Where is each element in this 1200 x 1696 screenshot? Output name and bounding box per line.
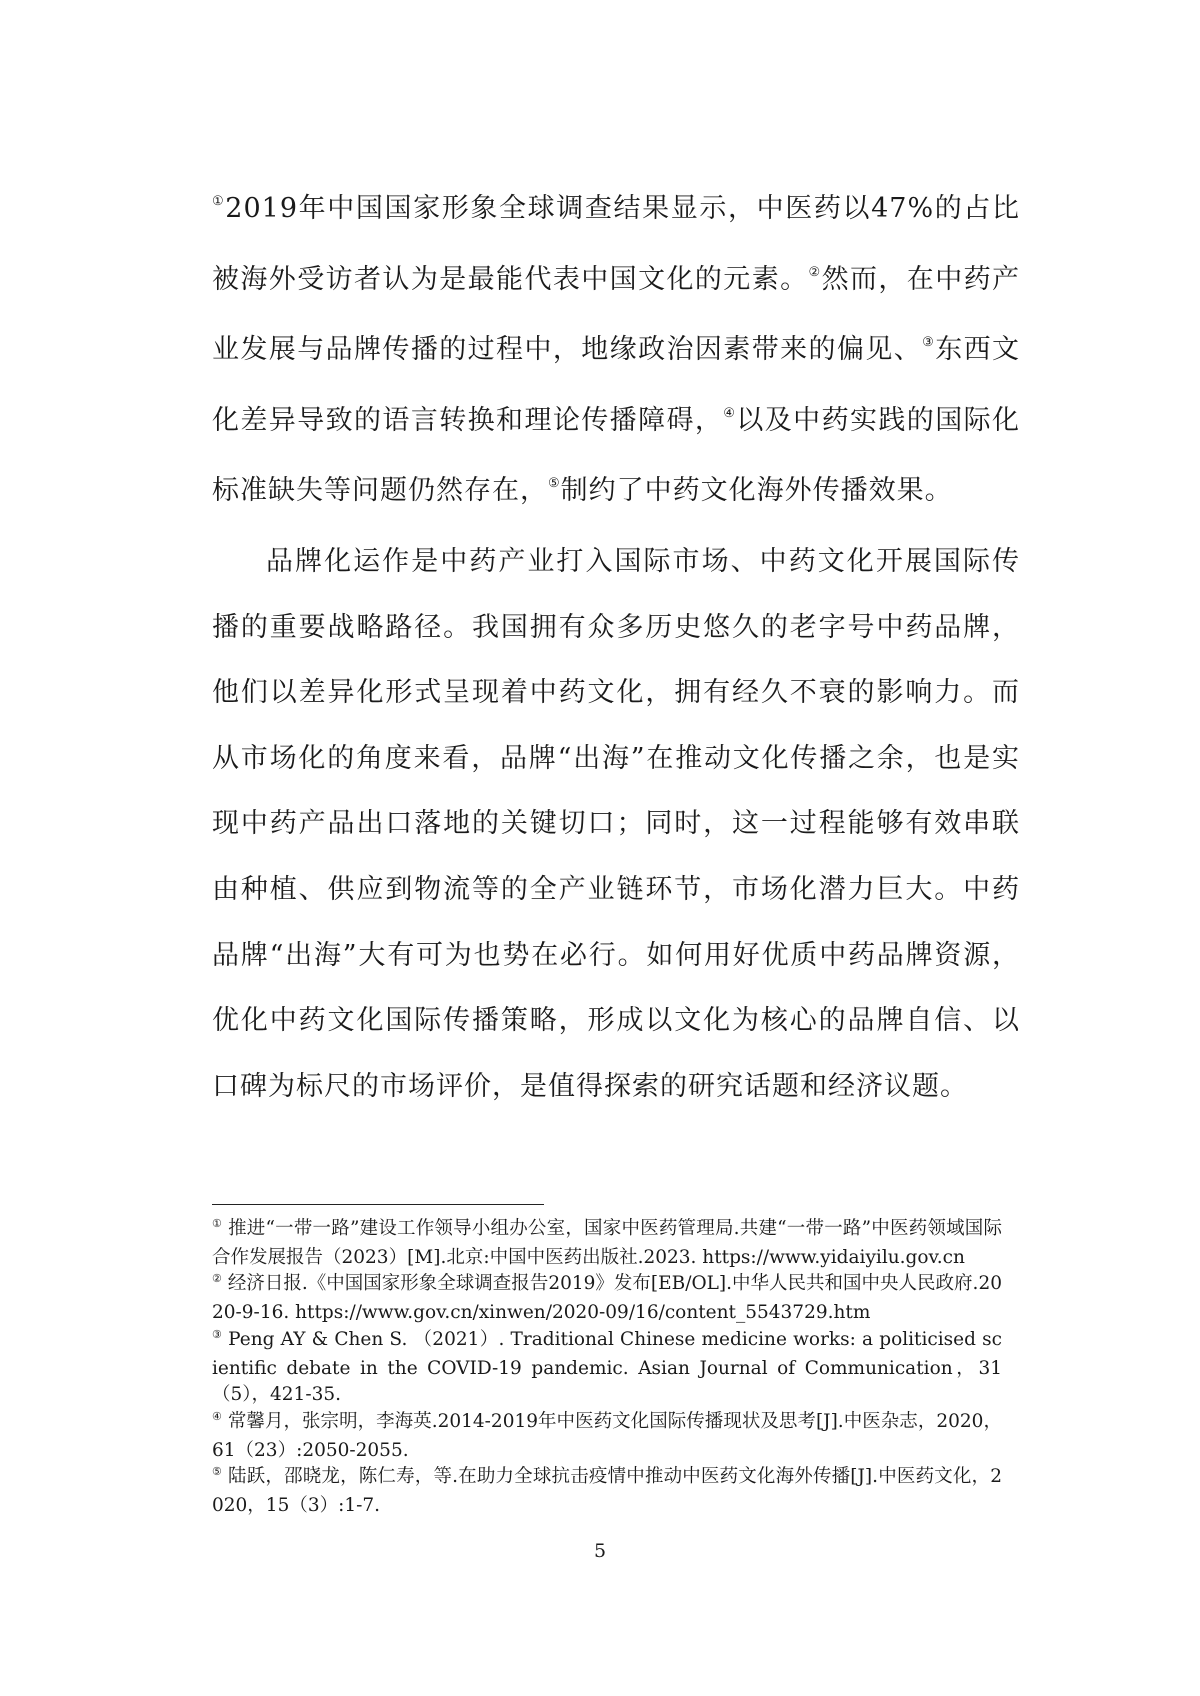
footnote-5 — [212, 1464, 1002, 1519]
footnote-divider — [212, 1204, 544, 1205]
paragraph-1-text: 2019年中国国家形象全球调查结果显示，中医药以47%的占比被海外受访者认为是最能代表中国文化的元素。 — [212, 193, 1020, 295]
footnote-text: 经济日报.《中国国家形象全球调查报告2019》发布[EB/OL].中华人民共和国中央人民政府.2020-9-16. https://www.gov.cn/xinwen/2020-09/16/content_5543729.htm — [212, 1273, 1002, 1324]
footnote-ref[interactable]: ③ — [922, 335, 935, 351]
footnote-mark: ③ — [212, 1327, 223, 1341]
footnote-4 — [212, 1409, 1002, 1464]
paragraph-1-text: 然而，在中药产业发展与品牌传播的过程中，地缘政治因素带来的偏见、 — [212, 263, 1021, 366]
paragraph-1-text: 制约了中药文化海外传播效果。 — [560, 475, 953, 507]
footnote-mark: ④ — [212, 1409, 222, 1423]
footnote-ref[interactable]: ⑤ — [548, 476, 560, 492]
paragraph-2: 品牌化运作是中药产业打入国际市场、中药文化开展国际传播的重要战略路径。我国拥有众多历史悠久的老字号中药品牌，他们以差异化形式呈现着中药文化，拥有经久不衰的影响力。而从市场化的角度来看，品牌“出海”在推动文化传播之余，也是实现中药产品出口落地的关键切口；同时，这一过程能够有效串联由种植、供应到物流等的全产业链环节，市场化潜力巨大。中药品牌“出海”大有可为也势在必行。如何用好优质中药品牌资源，优化中药文化国际传播策略，形成以文化为核心的品牌自信、以口碑为标尺的市场评价，是值得探索的研究话题和经济议题。 — [212, 545, 1020, 1102]
body-text — [212, 176, 1020, 1119]
paragraph-1-text: 东西文化差异导致的语言转换和理论传播障碍， — [212, 334, 1021, 436]
footnote-2 — [212, 1271, 1002, 1326]
footnote-text: 推进“一带一路”建设工作领导小组办公室，国家中医药管理局.共建“一带一路”中医药领域国际合作发展报告（2023）[M].北京:中国中医药出版社.2023. https://www.yidaiyilu.gov.cn — [212, 1218, 1002, 1268]
paragraph-1-text: 以及中药实践的国际化标准缺失等问题仍然存在， — [212, 404, 1021, 507]
page-number: 5 — [593, 1540, 607, 1562]
footnotes — [212, 1216, 1002, 1520]
footnote-3 — [212, 1327, 1002, 1409]
footnote-mark: ② — [212, 1272, 222, 1286]
footnote-1 — [212, 1216, 1002, 1271]
footnote-text: 陆跃，邵晓龙，陈仁寿，等.在助力全球抗击疫情中推动中医药文化海外传播[J].中医药文化，2020，15（3）:1-7. — [212, 1466, 1002, 1517]
footnote-ref[interactable]: ④ — [723, 405, 736, 421]
footnote-ref[interactable]: ② — [808, 264, 821, 280]
footnote-text: 常馨月，张宗明，李海英.2014-2019年中医药文化国际传播现状及思考[J].中医杂志，2020，61（23）:2050-2055. — [212, 1410, 1002, 1461]
footnote-mark: ① — [212, 1217, 223, 1230]
paragraph-1 — [212, 176, 1020, 529]
footnote-mark: ⑤ — [212, 1465, 223, 1479]
footnote-text: Peng AY & Chen S. （2021）. Traditional Chinese medicine works: a politicised scientific debate in the COVID-19 pandemic. Asian Journal of Communication，31（5），421-35. — [212, 1328, 1002, 1406]
footnote-ref[interactable]: ① — [212, 194, 225, 209]
